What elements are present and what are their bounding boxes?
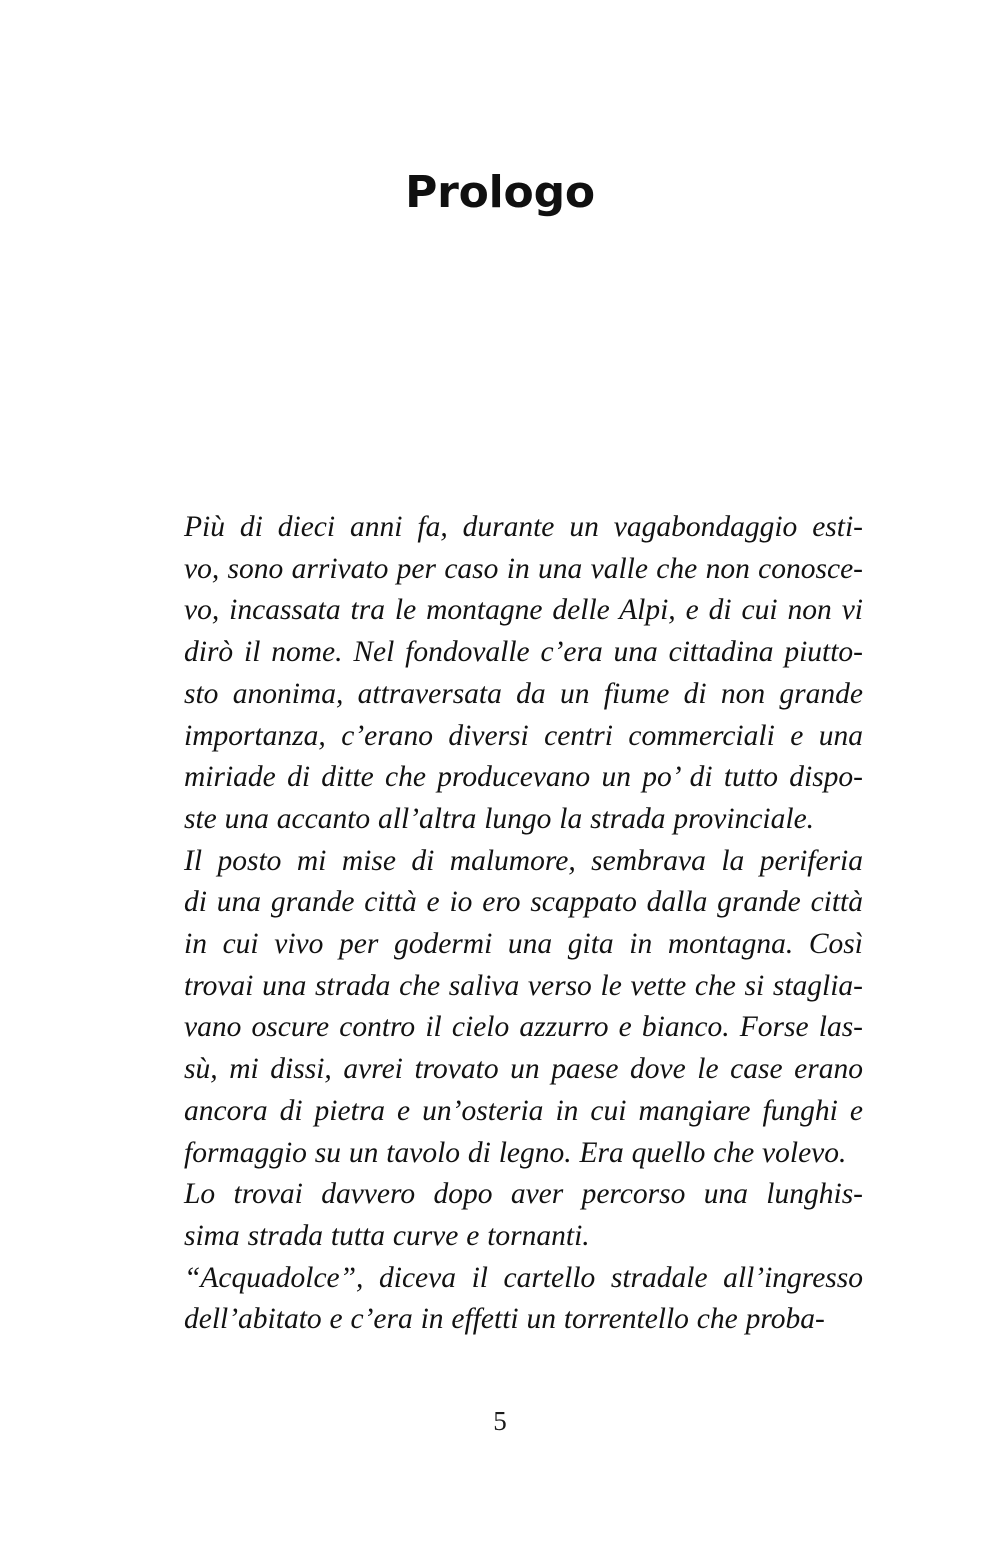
text-line: “Acquadolce”, diceva il cartello stradale all’ingresso (184, 1261, 863, 1294)
text-line: Più di dieci anni fa, durante un vagabondaggio esti- (184, 511, 863, 543)
text-line: sto anonima, attraversata da un fiume di non grande (184, 677, 863, 710)
text-line: vo, sono arrivato per caso in una valle che non conosce- (184, 552, 863, 585)
paragraph-2 (147, 841, 863, 1175)
text-line: in cui vivo per godermi una gita in montagna. Così (184, 928, 863, 961)
text-line: dell’abitato e c’era in effetti un torrentello che proba- (184, 1303, 825, 1336)
paragraph-1 (147, 507, 863, 841)
text-line: trovai una strada che saliva verso le vette che si staglia- (184, 969, 863, 1002)
paragraph-4 (147, 1258, 863, 1341)
text-line: vo, incassata tra le montagne delle Alpi, e di cui non vi (184, 594, 863, 627)
text-line: Il posto mi mise di malumore, sembrava la periferia (184, 844, 863, 877)
text-line: importanza, c’erano diversi centri commerciali e una (184, 719, 863, 752)
paragraph-3 (147, 1174, 863, 1257)
body-text-block (147, 507, 863, 1341)
page-title: Prologo (405, 167, 595, 219)
text-line: ste una accanto all’altra lungo la strada provinciale. (184, 802, 815, 835)
page-number: 5 (493, 1406, 507, 1436)
text-line: sima strada tutta curve e tornanti. (184, 1219, 590, 1252)
text-line: sù, mi dissi, avrei trovato un paese dove le case erano (184, 1053, 863, 1086)
text-line: vano oscure contro il cielo azzurro e bianco. Forse las- (184, 1011, 863, 1044)
text-line: formaggio su un tavolo di legno. Era quello che volevo. (184, 1136, 847, 1169)
text-line: di una grande città e io ero scappato dalla grande città (184, 886, 863, 919)
text-line: dirò il nome. Nel fondovalle c’era una cittadina piutto- (184, 636, 863, 669)
text-line: ancora di pietra e un’osteria in cui mangiare funghi e (184, 1094, 863, 1127)
text-line: Lo trovai davvero dopo aver percorso una lunghis- (184, 1178, 863, 1211)
text-line: miriade di ditte che producevano un po’ di tutto dispo- (184, 761, 863, 794)
